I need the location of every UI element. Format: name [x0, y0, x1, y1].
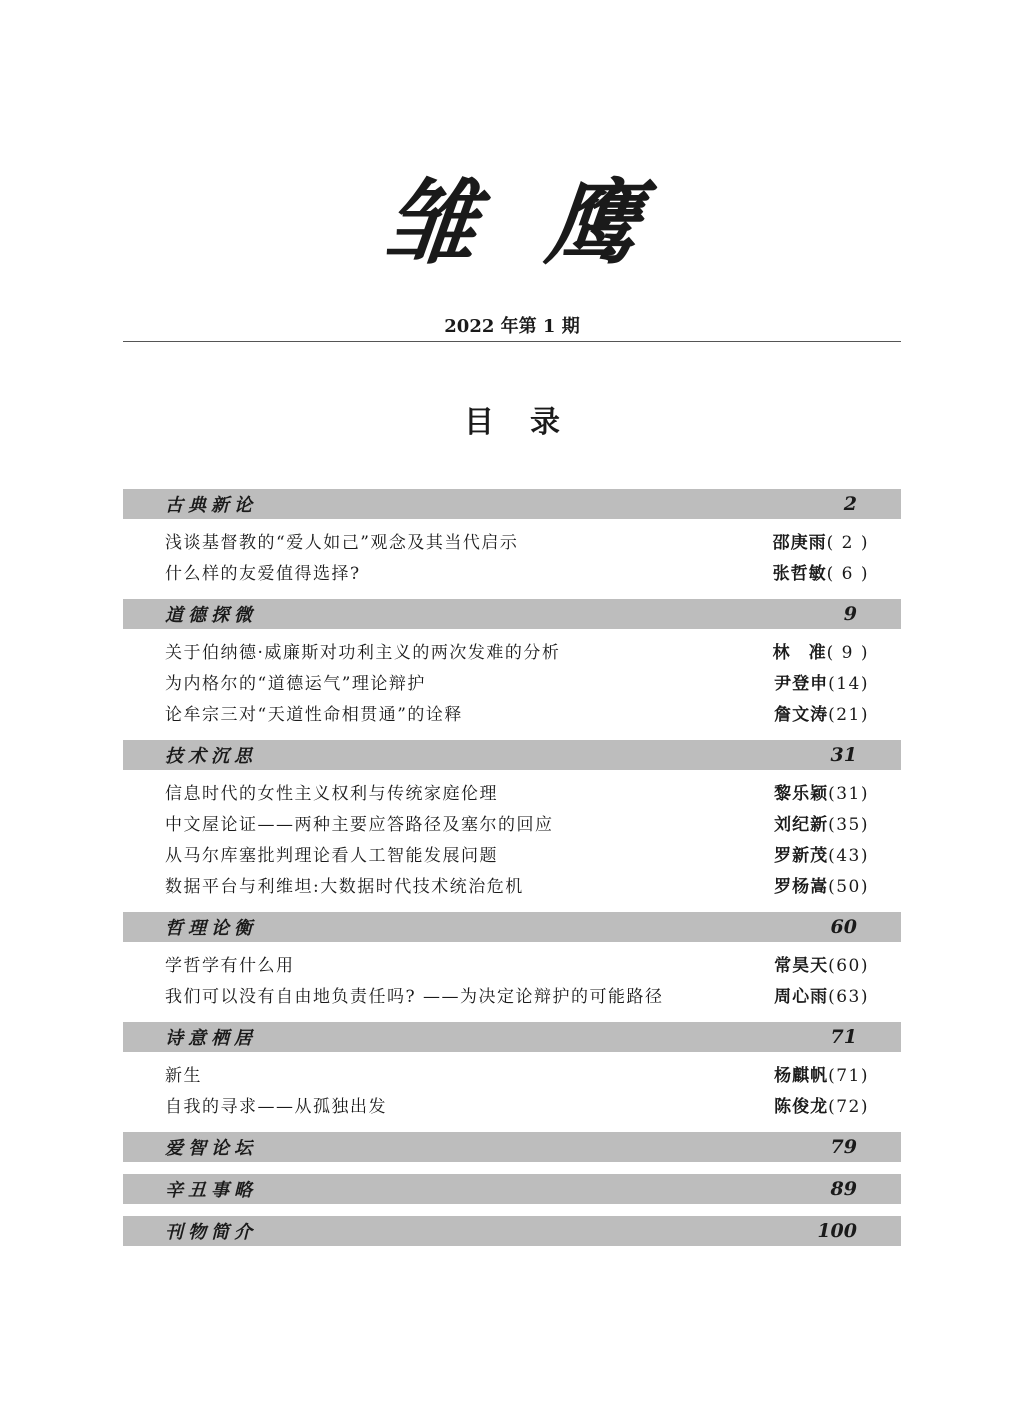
entry-title: 中文屋论证——两种主要应答路径及塞尔的回应: [165, 815, 554, 835]
entry-page: (31): [828, 784, 869, 804]
entry-title: 什么样的友爱值得选择?: [165, 564, 361, 584]
entry-author-page: [774, 982, 869, 1007]
entry-author-page: [774, 872, 869, 897]
section-header[interactable]: [123, 599, 901, 629]
entry-title: 从马尔库塞批判理论看人工智能发展问题: [165, 846, 498, 866]
section-page: 79: [830, 1136, 857, 1158]
entry-title: 数据平台与利维坦:大数据时代技术统治危机: [165, 877, 524, 897]
toc-section: [123, 740, 901, 900]
section-page: 2: [843, 493, 857, 515]
section-page: 31: [830, 744, 857, 766]
entry-author: 尹登申: [774, 674, 829, 694]
entry-title: 浅谈基督教的“爱人如己”观念及其当代启示: [165, 533, 519, 553]
section-header[interactable]: [123, 489, 901, 519]
section-name: 诗意栖居: [165, 1028, 257, 1049]
section-page: 60: [830, 916, 857, 938]
entry-title: 学哲学有什么用: [165, 956, 295, 976]
toc-entry[interactable]: [123, 1058, 901, 1089]
toc-entry[interactable]: [123, 869, 901, 900]
section-header[interactable]: [123, 740, 901, 770]
entry-title: 我们可以没有自由地负责任吗? ——为决定论辩护的可能路径: [165, 987, 664, 1007]
section-header[interactable]: [123, 1216, 901, 1246]
entry-author-page: [774, 841, 869, 866]
section-header[interactable]: [123, 1174, 901, 1204]
toc-entry[interactable]: [123, 979, 901, 1010]
section-header[interactable]: [123, 1132, 901, 1162]
section-page: 89: [830, 1178, 857, 1200]
toc-entry[interactable]: [123, 635, 901, 666]
toc-section: [123, 599, 901, 728]
entry-page: (43): [828, 846, 869, 866]
toc-section: [123, 1022, 901, 1120]
entry-page: (14): [828, 674, 869, 694]
toc-entry[interactable]: [123, 666, 901, 697]
entry-title: 论牟宗三对“天道性命相贯通”的诠释: [165, 705, 463, 725]
toc-entry[interactable]: [123, 838, 901, 869]
toc-entry[interactable]: [123, 776, 901, 807]
entry-title: 自我的寻求——从孤独出发: [165, 1097, 387, 1117]
section-name: 哲理论衡: [165, 918, 257, 939]
entry-author-page: [773, 528, 869, 553]
entry-page: (63): [828, 987, 869, 1007]
section-header[interactable]: [123, 912, 901, 942]
toc-title: 目录: [464, 405, 596, 440]
section-page: 71: [830, 1026, 857, 1048]
entry-page: ( 2 ): [826, 533, 869, 553]
section-name: 刊物简介: [165, 1222, 257, 1243]
entry-page: (21): [828, 705, 869, 725]
section-name: 道德探微: [165, 605, 257, 626]
entry-author: 周心雨: [774, 987, 829, 1007]
entry-page: ( 9 ): [826, 643, 869, 663]
toc-entry[interactable]: [123, 1089, 901, 1120]
entry-author: 张哲敏: [772, 564, 827, 584]
section-header[interactable]: [123, 1022, 901, 1052]
toc-section: [123, 912, 901, 1010]
entry-page: (35): [828, 815, 869, 835]
toc-section: [123, 1216, 901, 1246]
toc-entry[interactable]: [123, 948, 901, 979]
entry-page: (50): [828, 877, 869, 897]
toc-section: [123, 1174, 901, 1204]
entry-author: 林 准: [772, 643, 827, 663]
toc-entry[interactable]: [123, 525, 901, 556]
toc-section: [123, 489, 901, 587]
section-page: 100: [817, 1220, 857, 1242]
toc-entry[interactable]: [123, 697, 901, 728]
entry-author-page: [774, 779, 869, 804]
table-of-contents: [123, 489, 901, 1258]
entry-page: (71): [828, 1066, 869, 1086]
entry-author-page: [774, 669, 869, 694]
entry-author: 杨麒帆: [774, 1066, 829, 1086]
entry-title: 信息时代的女性主义权利与传统家庭伦理: [165, 784, 498, 804]
entry-author: 常昊天: [774, 956, 829, 976]
entry-page: (72): [828, 1097, 869, 1117]
entry-page: ( 6 ): [826, 564, 869, 584]
header-divider: [123, 341, 901, 342]
section-name: 技术沉思: [165, 746, 257, 767]
entry-author-page: [773, 638, 869, 663]
masthead-title: 雏鹰: [379, 169, 715, 277]
entry-author: 刘纪新: [774, 815, 829, 835]
entry-author-page: [773, 559, 869, 584]
entry-author-page: [774, 951, 869, 976]
entry-author: 黎乐颖: [774, 784, 829, 804]
issue-label: 2022 年第 1 期: [444, 316, 580, 337]
entry-author-page: [774, 1092, 869, 1117]
toc-entry[interactable]: [123, 556, 901, 587]
entry-author-page: [774, 1061, 869, 1086]
entry-author-page: [774, 700, 869, 725]
entry-title: 关于伯纳德·威廉斯对功利主义的两次发难的分析: [165, 643, 561, 663]
toc-section: [123, 1132, 901, 1162]
entry-title: 新生: [165, 1066, 202, 1086]
entry-author: 邵庚雨: [772, 533, 827, 553]
toc-entry[interactable]: [123, 807, 901, 838]
section-name: 古典新论: [165, 495, 257, 516]
entry-page: (60): [828, 956, 869, 976]
entry-author: 罗新茂: [774, 846, 829, 866]
entry-author-page: [774, 810, 869, 835]
entry-author: 詹文涛: [774, 705, 829, 725]
section-name: 爱智论坛: [165, 1138, 257, 1159]
entry-author: 罗杨嵩: [774, 877, 829, 897]
section-name: 辛丑事略: [165, 1180, 257, 1201]
entry-title: 为内格尔的“道德运气”理论辩护: [165, 674, 426, 694]
entry-author: 陈俊龙: [774, 1097, 829, 1117]
section-page: 9: [843, 603, 857, 625]
